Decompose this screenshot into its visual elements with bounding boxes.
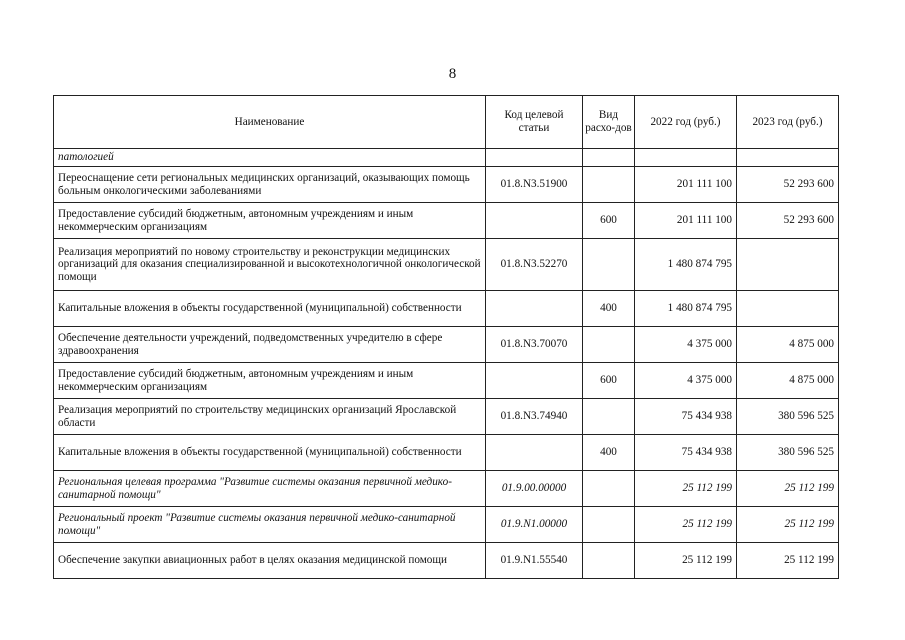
row-type-cell [583,239,635,291]
row-code-cell [486,363,583,399]
row-amount-2023-cell [737,239,839,291]
row-type-cell [583,543,635,579]
row-amount-2022-cell: 75 434 938 [635,399,737,435]
table-row [54,399,839,435]
row-type-cell [583,149,635,167]
row-amount-2023-cell: 52 293 600 [737,167,839,203]
row-code-cell: 01.9.00.00000 [486,471,583,507]
row-type-cell: 600 [583,203,635,239]
row-amount-2022-cell: 201 111 100 [635,203,737,239]
row-name-cell: Обеспечение закупки авиационных работ в целях оказания медицинской помощи [54,543,486,579]
row-code-cell: 01.9.N1.00000 [486,507,583,543]
row-amount-2022-cell: 25 112 199 [635,507,737,543]
row-name-cell: Реализация мероприятий по новому строительству и реконструкции медицинских организаций для оказания специализированной и высокотехнологичной онкологической помощи [54,239,486,291]
row-amount-2023-cell: 4 875 000 [737,363,839,399]
row-amount-2022-cell [635,149,737,167]
table-row [54,507,839,543]
row-code-cell [486,435,583,471]
table-row [54,543,839,579]
row-amount-2022-cell: 4 375 000 [635,327,737,363]
row-type-cell: 400 [583,435,635,471]
table-row [54,435,839,471]
row-amount-2023-cell: 25 112 199 [737,471,839,507]
table-row [54,167,839,203]
row-amount-2023-cell: 25 112 199 [737,507,839,543]
row-amount-2022-cell: 4 375 000 [635,363,737,399]
table-row [54,291,839,327]
row-type-cell [583,507,635,543]
table-row [54,239,839,291]
row-name-cell: Реализация мероприятий по строительству медицинских организаций Ярославской области [54,399,486,435]
row-amount-2022-cell: 1 480 874 795 [635,291,737,327]
row-code-cell [486,149,583,167]
row-type-cell [583,167,635,203]
row-amount-2022-cell: 75 434 938 [635,435,737,471]
row-type-cell [583,327,635,363]
row-amount-2023-cell: 4 875 000 [737,327,839,363]
row-amount-2023-cell: 52 293 600 [737,203,839,239]
page-number: 8 [448,66,457,82]
table-row [54,149,839,167]
row-type-cell [583,471,635,507]
row-type-cell: 400 [583,291,635,327]
header-name: Наименование [54,96,486,149]
row-name-cell: патологией [54,149,486,167]
table-row [54,327,839,363]
table-row [54,471,839,507]
row-name-cell: Предоставление субсидий бюджетным, автономным учреждениям и иным некоммерческим организациям [54,363,486,399]
table-row [54,203,839,239]
row-code-cell [486,291,583,327]
row-amount-2022-cell: 1 480 874 795 [635,239,737,291]
header-code: Код целевой статьи [486,96,583,149]
row-code-cell: 01.8.N3.52270 [486,239,583,291]
row-amount-2023-cell [737,291,839,327]
row-code-cell: 01.8.N3.70070 [486,327,583,363]
row-code-cell: 01.8.N3.74940 [486,399,583,435]
row-type-cell: 600 [583,363,635,399]
row-name-cell: Региональная целевая программа "Развитие системы оказания первичной медико-санитарной помощи" [54,471,486,507]
row-amount-2022-cell: 25 112 199 [635,543,737,579]
row-amount-2022-cell: 201 111 100 [635,167,737,203]
row-name-cell: Капитальные вложения в объекты государственной (муниципальной) собственности [54,291,486,327]
row-name-cell: Обеспечение деятельности учреждений, подведомственных учредителю в сфере здравоохранения [54,327,486,363]
row-amount-2023-cell: 380 596 525 [737,399,839,435]
row-name-cell: Предоставление субсидий бюджетным, автономным учреждениям и иным некоммерческим организациям [54,203,486,239]
row-amount-2023-cell: 25 112 199 [737,543,839,579]
row-amount-2023-cell: 380 596 525 [737,435,839,471]
row-code-cell: 01.8.N3.51900 [486,167,583,203]
table-body [54,149,839,579]
header-type: Вид расхо-дов [583,96,635,149]
header-year-2022: 2022 год (руб.) [635,96,737,149]
row-code-cell [486,203,583,239]
header-year-2023: 2023 год (руб.) [737,96,839,149]
table-header-row [54,96,839,149]
row-amount-2022-cell: 25 112 199 [635,471,737,507]
budget-table [53,95,839,579]
row-code-cell: 01.9.N1.55540 [486,543,583,579]
row-name-cell: Региональный проект "Развитие системы оказания первичной медико-санитарной помощи" [54,507,486,543]
row-amount-2023-cell [737,149,839,167]
row-type-cell [583,399,635,435]
row-name-cell: Переоснащение сети региональных медицинских организаций, оказывающих помощь больным онкологическими заболеваниями [54,167,486,203]
table-row [54,363,839,399]
row-name-cell: Капитальные вложения в объекты государственной (муниципальной) собственности [54,435,486,471]
